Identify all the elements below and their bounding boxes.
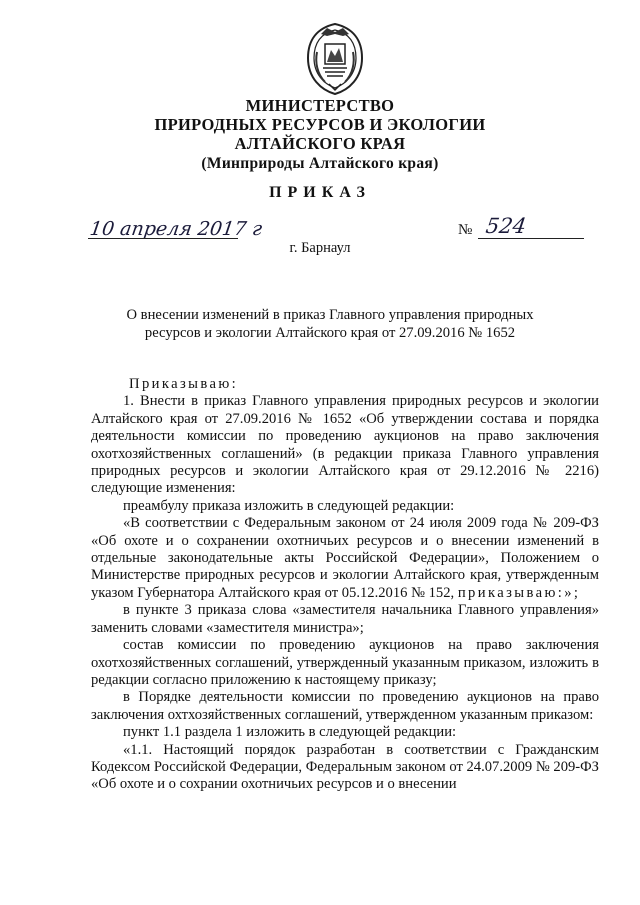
handwritten-number: 524: [484, 214, 528, 238]
paragraph: «1.1. Настоящий порядок разработан в соответствии с Гражданским Кодексом Российской Федерации, Федеральным законом от 24.07.2009 № 209-ФЗ «Об охоте и о сохрании охотничьих ресурсов и о внесении: [91, 741, 599, 793]
paragraph: в Порядке деятельности комиссии по проведению аукционов на право заключения охтхозяйственных соглашений, утвержденном указанным приказом:: [91, 689, 599, 723]
paragraph-text: «В соответствии с Федеральным законом от 24 июля 2009 года № 209-ФЗ «Об охоте и о сохранении охотничьих ресурсов и о внесении изменений в отдельные законодательные акты Российской Федерации», Положением о Министерстве природных ресурсов и экологии Алтайского края, утвержденным указом Губернатора Алтайского края от 05.12.2016 № 152,: [91, 515, 599, 601]
coat-of-arms-icon: [303, 22, 367, 96]
paragraph: 1. Внести в приказ Главного управления природных ресурсов и экологии Алтайского края от 27.09.2016 № 1652 «Об утверждении состава и порядка деятельности комиссии по проведению аукционов на право заключения охотхозяйственных соглашений» (в редакции приказа Главного управления природных ресурсов и экологии Алтайского края от 29.12.2016 № 2216) следующие изменения:: [91, 393, 599, 497]
ministry-header: [0, 96, 640, 173]
ministry-short-name: (Минприроды Алтайского края): [201, 155, 439, 172]
date-underline: [88, 238, 238, 239]
handwritten-date: 10 апреля 2017 г: [88, 218, 264, 240]
paragraph: в пункте 3 приказа слова «заместителя начальника Главного управления» заменить словами «заместителя министра»;: [91, 602, 599, 636]
document-type-title: ПРИКАЗ: [269, 184, 371, 201]
number-label: №: [458, 222, 473, 238]
orders-word: приказываю:»;: [457, 584, 581, 601]
ministry-name-line: АЛТАЙСКОГО КРАЯ: [234, 134, 406, 153]
paragraph-with-orders: [91, 515, 599, 602]
document-subject: О внесении изменений в приказ Главного управления природных ресурсов и экологии Алтайского края от 27.09.2016 № 1652: [126, 307, 534, 341]
paragraph: преамбулу приказа изложить в следующей редакции:: [123, 497, 455, 514]
city-line: г. Барнаул: [289, 240, 351, 256]
number-underline: [478, 238, 584, 239]
orders-heading: Приказываю:: [129, 376, 239, 392]
paragraph: пункт 1.1 раздела 1 изложить в следующей редакции:: [123, 724, 457, 741]
ministry-name-line: ПРИРОДНЫХ РЕСУРСОВ И ЭКОЛОГИИ: [154, 115, 486, 134]
document-body: [91, 376, 599, 794]
paragraph: состав комиссии по проведению аукционов на право заключения охотхозяйственных соглашений, утвержденный указанным приказом, изложить в редакции согласно приложению к настоящему приказу;: [91, 637, 599, 688]
ministry-name-line: МИНИСТЕРСТВО: [245, 96, 395, 115]
